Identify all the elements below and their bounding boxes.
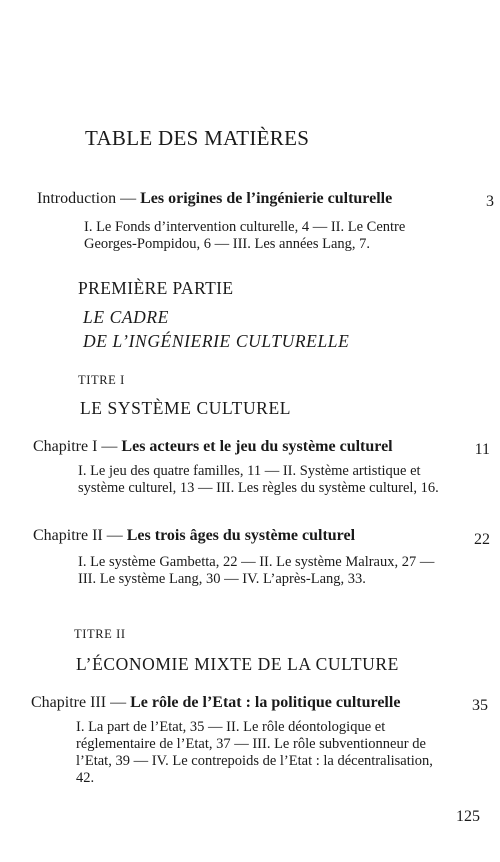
entry-summary: I. Le Fonds d’intervention culturelle, 4 — II. Le Centre Georges-Pompidou, 6 — III. Les années Lang, 7. (84, 219, 406, 252)
entry-title: Les trois âges du système culturel (126, 527, 356, 544)
titre-name: L’ÉCONOMIE MIXTE DE LA CULTURE (76, 654, 399, 674)
entry-summary: I. La part de l’Etat, 35 — II. Le rôle déontologique et réglementaire de l’Etat, 37 — III. Le rôle subventionneur de l’Etat, 39 — IV. Le contrepoids de l’Etat : la décentralisation, 42. (76, 719, 433, 786)
entry-lead: Chapitre II — (33, 527, 127, 544)
toc-entry-chapter-3[interactable] (31, 694, 400, 712)
entry-lead: Chapitre I — (33, 438, 122, 455)
entry-lead: Introduction — (37, 190, 141, 207)
entry-summary: I. Le système Gambetta, 22 — II. Le système Malraux, 27 — III. Le système Lang, 30 — IV. L’après-Lang, 33. (78, 554, 435, 587)
entry-title: Le rôle de l’Etat : la politique culturelle (130, 694, 401, 711)
part-title-line2: DE L’INGÉNIERIE CULTURELLE (83, 331, 350, 351)
toc-entry-introduction[interactable] (37, 190, 392, 208)
entry-lead: Chapitre III — (31, 694, 131, 711)
entry-title: Les acteurs et le jeu du système culturel (121, 438, 393, 455)
folio-page-number: 125 (456, 808, 480, 825)
toc-entry-chapter-2[interactable] (33, 527, 355, 545)
toc-entry-chapter-1[interactable] (33, 438, 393, 456)
page-number: 35 (472, 697, 488, 714)
page-number: 11 (474, 441, 490, 458)
page-number: 3 (486, 193, 494, 210)
page-number: 22 (474, 531, 490, 548)
part-label: PREMIÈRE PARTIE (78, 278, 234, 298)
entry-summary: I. Le jeu des quatre familles, 11 — II. Système artistique et système culturel, 13 — III. Les règles du système culturel, 16. (78, 463, 439, 496)
titre-label: TITRE II (74, 627, 126, 641)
page-title: TABLE DES MATIÈRES (85, 126, 310, 150)
part-title-line1: LE CADRE (83, 307, 169, 327)
titre-name: LE SYSTÈME CULTUREL (80, 398, 292, 418)
titre-label: TITRE I (78, 373, 125, 387)
entry-title: Les origines de l’ingénierie culturelle (140, 190, 393, 207)
